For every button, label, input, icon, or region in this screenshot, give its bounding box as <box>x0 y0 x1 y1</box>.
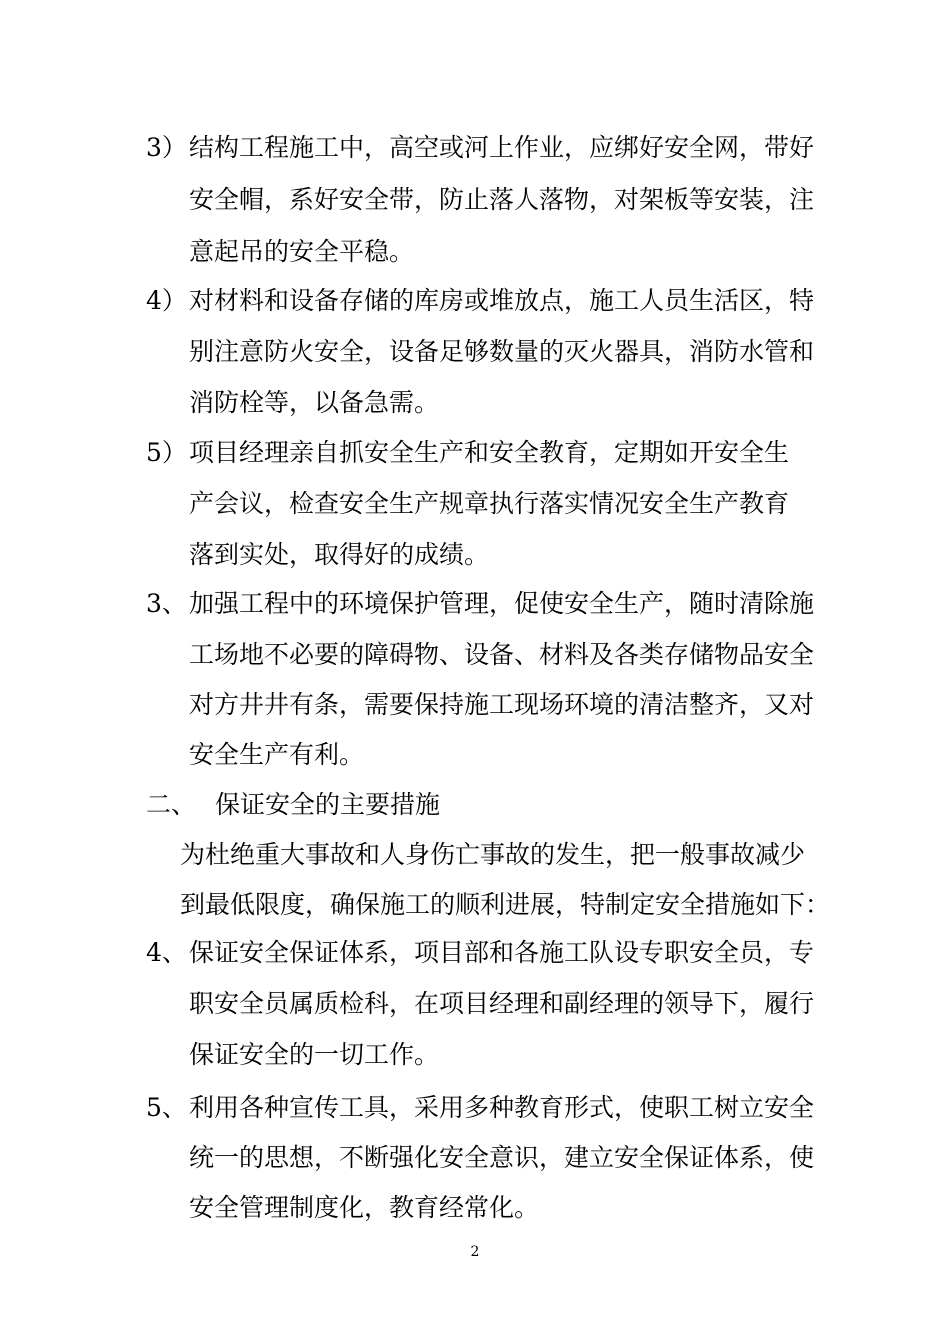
item-text-line: 保证安全的一切工作。 <box>189 1040 440 1069</box>
intro-text-line: 为杜绝重大事故和人身伤亡事故的发生，把一般事故减少 <box>180 840 806 869</box>
item-text-line: 落到实处，取得好的成绩。 <box>189 540 490 569</box>
item-text-line: 消防栓等，以备急需。 <box>189 388 440 417</box>
item-text-line: 加强工程中的环境保护管理，促使安全生产，随时清除施 <box>189 589 815 618</box>
item-number: 5、 <box>146 1093 187 1122</box>
item-text-line: 安全生产有利。 <box>189 740 365 769</box>
item-text-line: 结构工程施工中，高空或河上作业，应绑好安全网，带好 <box>189 133 815 162</box>
section-title: 保证安全的主要措施 <box>215 790 441 819</box>
item-text-line: 职安全员属质检科，在项目经理和副经理的领导下，履行 <box>189 989 815 1018</box>
item-text-line: 统一的思想，不断强化安全意识，建立安全保证体系，使 <box>189 1143 815 1172</box>
item-text-line: 安全帽，系好安全带，防止落人落物，对架板等安装，注 <box>189 185 815 214</box>
item-text-line: 项目经理亲自抓安全生产和安全教育，定期如开安全生 <box>189 438 790 467</box>
item-number: 3、 <box>146 589 187 618</box>
item-text-line: 对方井井有条，需要保持施工现场环境的清洁整齐，又对 <box>189 690 815 719</box>
item-number: 4） <box>146 286 187 315</box>
page-number: 2 <box>470 1244 480 1260</box>
item-number: 4、 <box>146 938 187 967</box>
intro-text-line: 到最低限度，确保施工的顺利进展，特制定安全措施如下： <box>180 890 831 919</box>
item-text-line: 意起吊的安全平稳。 <box>189 237 415 266</box>
item-text-line: 利用各种宣传工具，采用多种教育形式，使职工树立安全 <box>189 1093 815 1122</box>
item-number: 5） <box>146 438 187 467</box>
section-number: 二、 <box>146 790 197 819</box>
item-text-line: 保证安全保证体系，项目部和各施工队设专职安全员，专 <box>189 938 815 967</box>
item-text-line: 安全管理制度化，教育经常化。 <box>189 1193 540 1222</box>
item-text-line: 工场地不必要的障碍物、设备、材料及各类存储物品安全 <box>189 640 815 669</box>
item-number: 3） <box>146 133 187 162</box>
item-text-line: 对材料和设备存储的库房或堆放点，施工人员生活区，特 <box>189 286 815 315</box>
item-text-line: 产会议，检查安全生产规章执行落实情况安全生产教育 <box>189 489 790 518</box>
item-text-line: 别注意防火安全，设备足够数量的灭火器具，消防水管和 <box>189 337 815 366</box>
